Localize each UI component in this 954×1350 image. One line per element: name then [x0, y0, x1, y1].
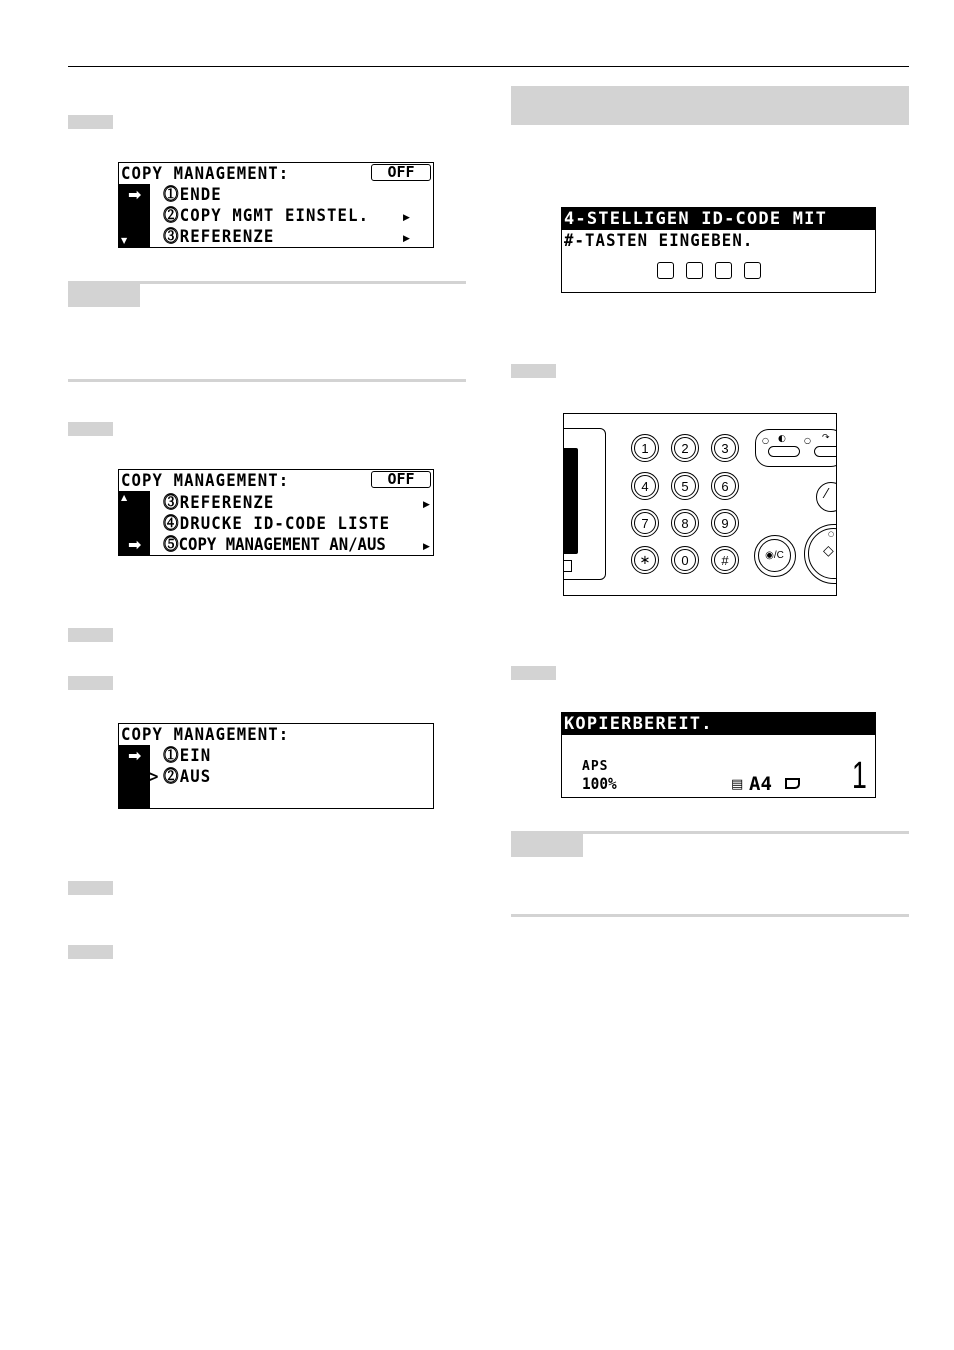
zoom-ratio: 100%: [582, 774, 617, 793]
display-screen: [563, 448, 578, 554]
section-header-bar: [511, 86, 909, 125]
menu-item-referenze[interactable]: ⓷REFERENZE: [163, 227, 275, 247]
key-1[interactable]: 1: [631, 434, 659, 462]
key-8[interactable]: 8: [671, 509, 699, 537]
cursor-arrow-icon: ➡: [128, 535, 142, 554]
paper-select-mode: APS: [582, 759, 609, 774]
start-icon: ◇: [823, 543, 834, 559]
step-marker: [68, 628, 113, 642]
menu-item-referenze[interactable]: ⓷REFERENZE: [163, 493, 275, 513]
submenu-arrow-icon: ▶: [423, 500, 430, 510]
option-aus[interactable]: ⓶AUS: [163, 767, 212, 787]
key-asterisk[interactable]: ∗: [631, 546, 659, 574]
lcd-title: COPY MANAGEMENT:: [121, 725, 290, 745]
key-7[interactable]: 7: [631, 509, 659, 537]
id-digit-box[interactable]: [686, 262, 703, 279]
key-9[interactable]: 9: [711, 509, 739, 537]
submenu-arrow-icon: ▶: [423, 542, 430, 552]
lcd-title: COPY MANAGEMENT:: [121, 164, 290, 184]
menu-item-drucke-id-code-liste[interactable]: ⓸DRUCKE ID-CODE LISTE: [163, 514, 391, 534]
top-rule: [68, 66, 909, 67]
step-marker: [511, 364, 556, 378]
note-label-box: [68, 281, 140, 307]
interrupt-icon: ↷: [822, 433, 830, 443]
status-badge: OFF: [371, 471, 431, 488]
lcd-instruction: #-TASTEN EINGEBEN.: [564, 231, 754, 251]
energy-saver-button[interactable]: [768, 446, 800, 457]
stop-clear-button[interactable]: [754, 535, 796, 577]
energy-saver-icon: ◐: [778, 434, 786, 444]
reset-button[interactable]: [816, 482, 837, 512]
menu-item-ende[interactable]: ⓵ENDE: [163, 185, 222, 205]
lcd-copy-management-menu-scrolled: [118, 469, 434, 556]
step-marker: [511, 666, 556, 680]
interrupt-button[interactable]: [814, 446, 837, 457]
scroll-up-icon: ▲: [121, 493, 128, 502]
lcd-title: COPY MANAGEMENT:: [121, 471, 290, 491]
menu-item-copy-mgmt-einstel[interactable]: ⓶COPY MGMT EINSTEL.: [163, 206, 370, 226]
keypad-panel: [563, 413, 837, 596]
lcd-ready-screen: [561, 712, 876, 798]
key-6[interactable]: 6: [711, 472, 739, 500]
id-digit-box[interactable]: [657, 262, 674, 279]
indicator-led-icon: ○: [828, 530, 835, 538]
lcd-copy-management-menu: [118, 162, 434, 248]
step-marker: [68, 422, 113, 436]
scroll-down-icon: ▼: [121, 236, 128, 245]
id-code-digit-boxes[interactable]: [657, 262, 761, 279]
lcd-copy-management-on-off: [118, 723, 434, 809]
display-button: [563, 560, 572, 572]
key-4[interactable]: 4: [631, 472, 659, 500]
note-rule: [68, 379, 466, 382]
lcd-header: KOPIERBEREIT.: [562, 713, 875, 735]
step-marker: [68, 881, 113, 895]
id-digit-box[interactable]: [744, 262, 761, 279]
lcd-id-code-entry: [561, 207, 876, 293]
reset-icon: ⁄: [825, 487, 828, 502]
submenu-arrow-icon: ▶: [403, 234, 410, 244]
lcd-header: 4-STELLIGEN ID-CODE MIT: [562, 208, 875, 230]
submenu-arrow-icon: ▶: [403, 213, 410, 223]
paper-orientation-icon: [785, 778, 800, 789]
key-2[interactable]: 2: [671, 434, 699, 462]
key-3[interactable]: 3: [711, 434, 739, 462]
status-badge: OFF: [371, 164, 431, 181]
indicator-led-icon: ○: [804, 436, 811, 445]
note-label-box: [511, 831, 583, 857]
key-5[interactable]: 5: [671, 472, 699, 500]
cursor-arrow-icon: ➡: [128, 185, 142, 204]
menu-item-copy-management-an-aus[interactable]: ⓹COPY MANAGEMENT AN/AUS: [163, 535, 386, 555]
selected-marker-icon: >: [149, 767, 160, 787]
step-marker: [68, 676, 113, 690]
copy-count: 1: [852, 755, 867, 797]
option-ein[interactable]: ⓵EIN: [163, 746, 212, 766]
key-0[interactable]: 0: [671, 546, 699, 574]
step-marker: [68, 945, 113, 959]
id-digit-box[interactable]: [715, 262, 732, 279]
paper-tray-icon: ▤: [731, 777, 744, 792]
stop-clear-label: ◉/C: [758, 539, 791, 572]
cursor-arrow-icon: ➡: [128, 746, 142, 765]
paper-size: A4: [749, 773, 772, 795]
indicator-led-icon: ○: [762, 436, 769, 445]
note-rule: [511, 914, 909, 917]
step-marker: [68, 115, 113, 129]
key-hash[interactable]: #: [711, 546, 739, 574]
